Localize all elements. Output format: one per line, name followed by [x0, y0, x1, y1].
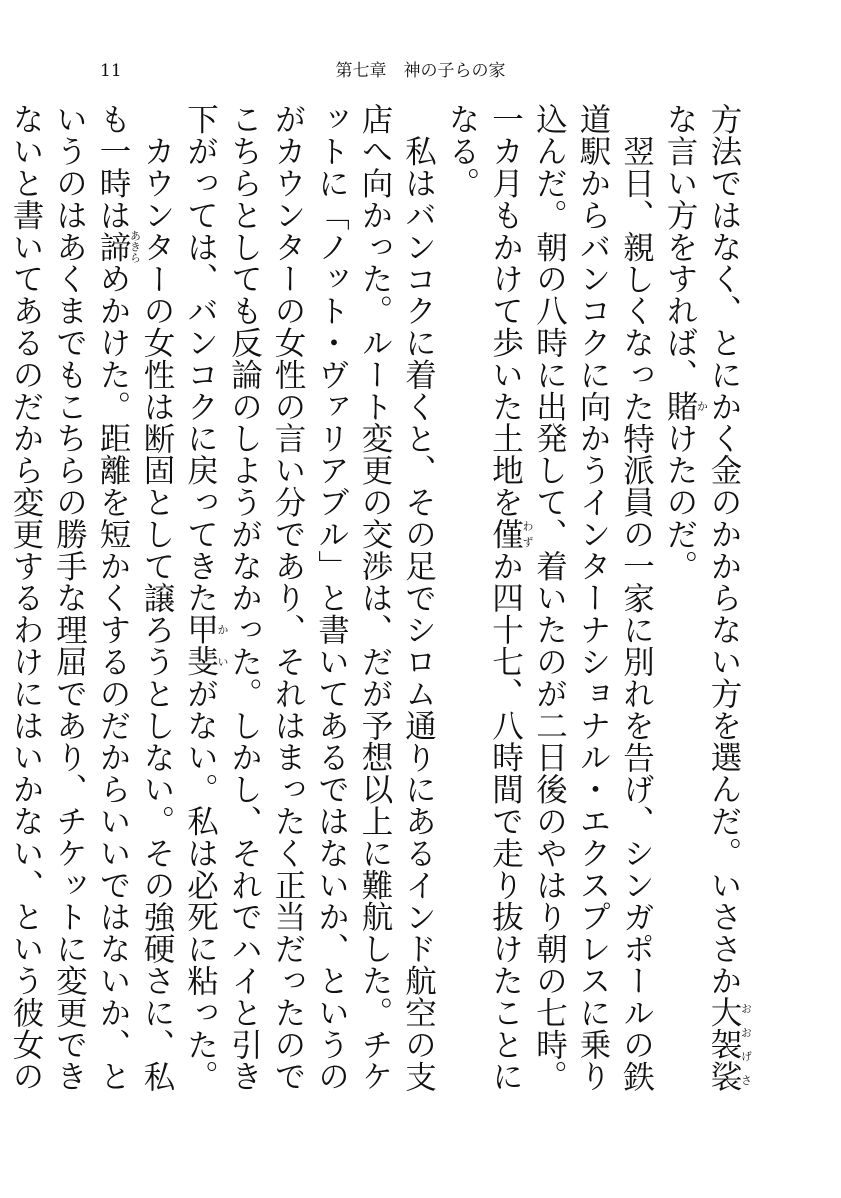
- text-run: な言い方をすれば、: [662, 103, 698, 391]
- ruby-reading: かい: [216, 613, 229, 678]
- text-run: がない。私は必死に粘った。: [182, 677, 219, 1092]
- ruby-annotation: [662, 390, 709, 423]
- paragraph: [0, 103, 178, 1093]
- paragraph: [658, 103, 753, 1093]
- ruby-base: 甲斐: [182, 613, 219, 678]
- text-run: 方法ではなく、とにかく金のかからない方を選んだ。いささか: [706, 103, 742, 997]
- ruby-base: 諦: [95, 230, 131, 264]
- ruby-annotation: [487, 517, 534, 550]
- ruby-base: 大袈裟: [706, 996, 742, 1092]
- paragraph: [178, 103, 440, 1093]
- chapter-title: 第七章 神の子らの家: [335, 61, 506, 81]
- text-run: か四十七、八時間で走り抜けたことになる。: [444, 103, 524, 1092]
- text-run: カウンターの女性は断固として譲ろうとしない。その強硬さに、私も一時は: [95, 103, 175, 1092]
- page-number: 11: [100, 61, 122, 81]
- ruby-reading: わず: [521, 517, 534, 550]
- ruby-reading: か: [695, 390, 709, 423]
- text-run: 私はバンコクに着くと、その足でシロム通りにあるインド航空の支店へ向かった。ルート変更の交渉は、だが予想以上に難航した。チケットに「ノット・ヴァリアブル」と書いてあるではないか、というのがカウンターの女性の言い分であり、それはまったく正当だったのでこちらとしても反論のしようがなかった。しかし、それでハイと引き下がっては、バンコクに戻ってきた: [182, 103, 437, 1092]
- ruby-reading: おおげさ: [739, 996, 753, 1092]
- body-text: [8, 103, 753, 1093]
- text-run: 翌日、親しくなった特派員の一家に別れを告げ、シンガポールの鉄道駅からバンコクに向かうインターナショナル・エクスプレスに乗り込んだ。朝の八時に出発して、着いたのが二日後のやはり朝の七時。一カ月もかけて歩いた土地を: [487, 103, 655, 1092]
- ruby-annotation: [706, 996, 753, 1092]
- paragraph: [440, 103, 658, 1093]
- ruby-base: 賭: [662, 390, 698, 423]
- ruby-reading: あきら: [128, 230, 142, 264]
- text-run: めかけた。距離を短かくするのだからいいではないか、というのはあくまでもこちらの勝手な理屈であり、チケットに変更できないと書いてあるのだから変更するわけにはいかない、という彼女の: [8, 103, 131, 1092]
- ruby-annotation: [182, 613, 229, 678]
- ruby-annotation: [95, 230, 142, 264]
- ruby-base: 僅: [487, 517, 524, 550]
- text-run: けたのだ。: [662, 422, 698, 582]
